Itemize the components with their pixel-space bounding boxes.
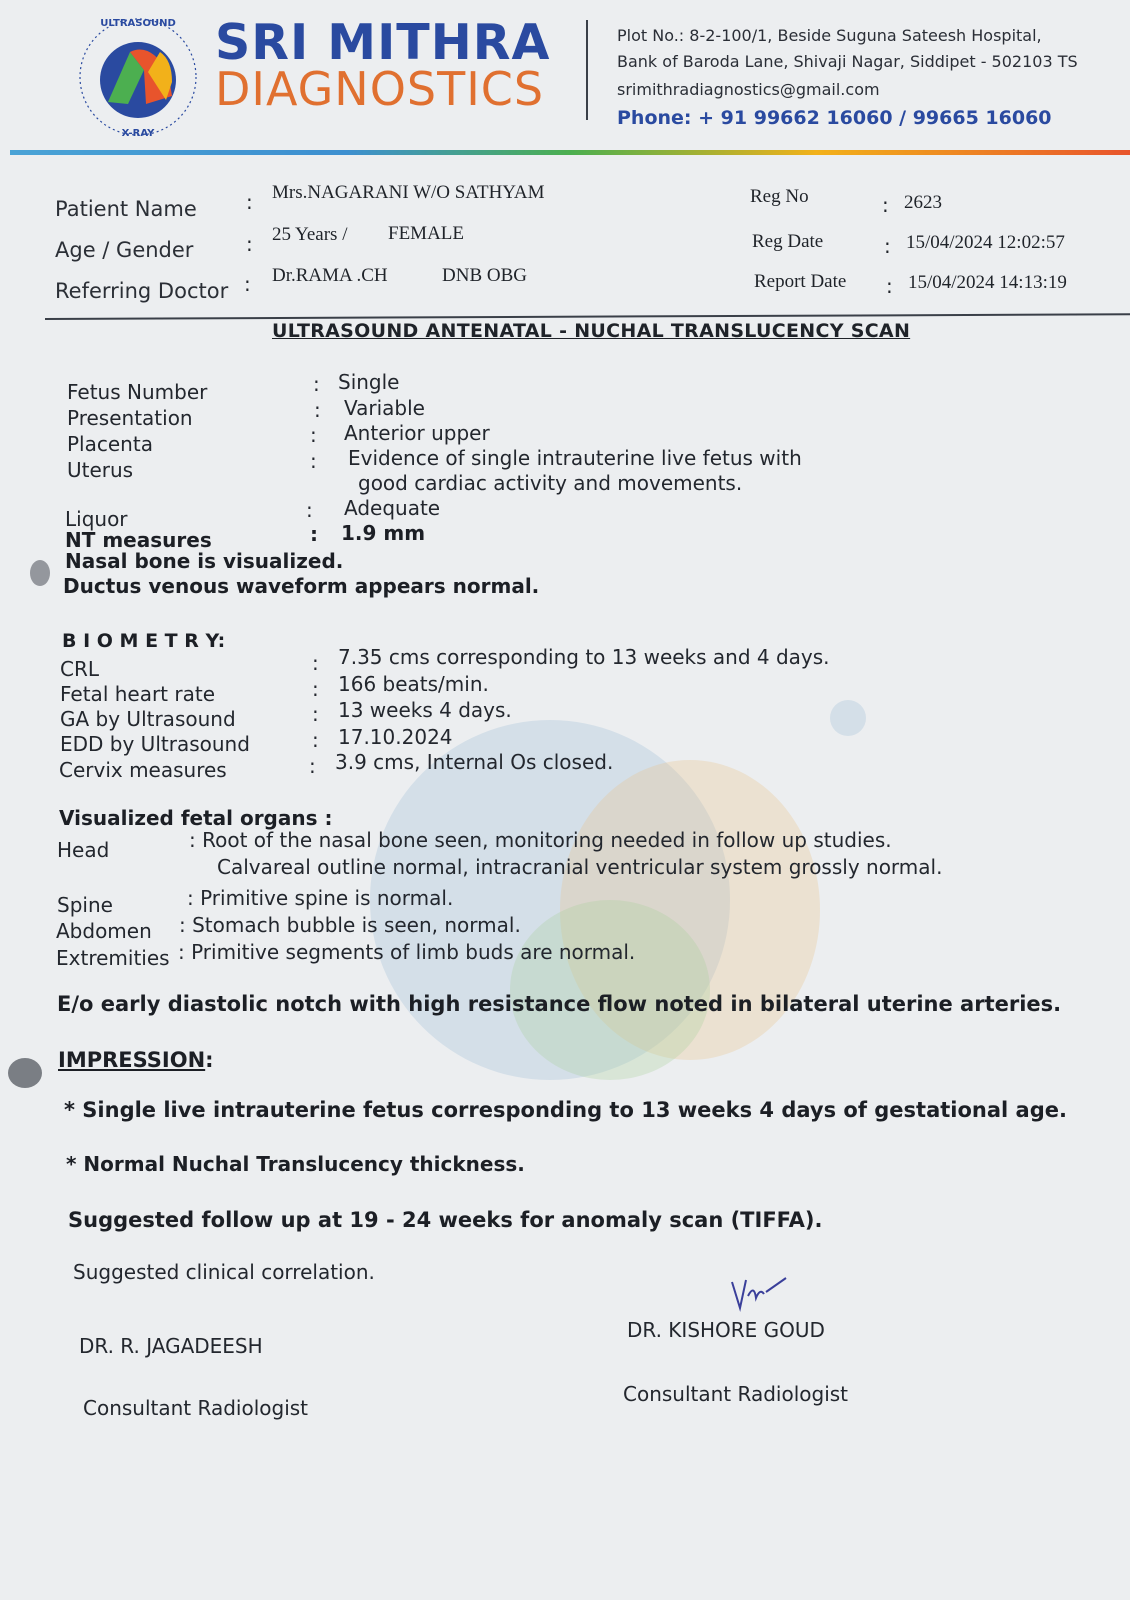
svg-text:ULTRASOUND: ULTRASOUND bbox=[100, 18, 176, 29]
report-date-label: Report Date bbox=[754, 271, 847, 292]
colon: : bbox=[310, 449, 317, 473]
colon: : bbox=[882, 193, 889, 217]
field-value-continued: good cardiac activity and movements. bbox=[358, 471, 743, 495]
report-date: 15/04/2024 14:13:19 bbox=[908, 272, 1067, 293]
reg-date-label: Reg Date bbox=[752, 231, 824, 252]
field-value: Variable bbox=[344, 396, 425, 420]
impression-title: IMPRESSION: bbox=[58, 1048, 214, 1072]
brand-subtitle: DIAGNOSTICS bbox=[215, 62, 545, 116]
header-divider bbox=[586, 20, 588, 120]
biometry-value: 17.10.2024 bbox=[338, 725, 453, 749]
doctor-1-title: Consultant Radiologist bbox=[83, 1396, 309, 1420]
impression-item-2: * Normal Nuchal Translucency thickness. bbox=[66, 1152, 525, 1176]
field-value: Evidence of single intrauterine live fetus with bbox=[348, 446, 802, 470]
organ-label: Abdomen bbox=[56, 919, 152, 943]
impression-item-1: * Single live intrauterine fetus corresponding to 13 weeks 4 days of gestational age. bbox=[64, 1098, 1067, 1122]
biometry-title: B I O M E T R Y: bbox=[62, 630, 226, 652]
organ-label: Spine bbox=[57, 893, 113, 917]
doctor-2-name: DR. KISHORE GOUD bbox=[627, 1318, 825, 1342]
colon: : bbox=[312, 728, 319, 752]
organ-value: : Root of the nasal bone seen, monitoring needed in follow up studies. bbox=[189, 828, 892, 852]
colon: : bbox=[313, 372, 320, 396]
organ-label: Head bbox=[57, 838, 110, 862]
report-title: ULTRASOUND ANTENATAL - NUCHAL TRANSLUCENCY SCAN bbox=[272, 320, 911, 342]
biometry-value: 7.35 cms corresponding to 13 weeks and 4 days. bbox=[338, 645, 830, 669]
patient-name-label: Patient Name bbox=[55, 197, 197, 221]
age-gender-label: Age / Gender bbox=[55, 238, 194, 262]
nt-measure-value: 1.9 mm bbox=[341, 521, 426, 545]
note-ductus: Ductus venous waveform appears normal. bbox=[63, 574, 540, 598]
biometry-label: Fetal heart rate bbox=[60, 682, 216, 706]
biometry-label: GA by Ultrasound bbox=[60, 707, 236, 731]
svg-text:X-RAY: X-RAY bbox=[121, 128, 155, 139]
colon: : bbox=[886, 274, 893, 298]
note-nasal-bone: Nasal bone is visualized. bbox=[65, 549, 344, 573]
colon: : bbox=[312, 677, 319, 701]
organ-value-continued: Calvareal outline normal, intracranial ventricular system grossly normal. bbox=[217, 855, 943, 879]
referring-doctor-label: Referring Doctor bbox=[55, 279, 229, 303]
doctor-2-title: Consultant Radiologist bbox=[623, 1382, 849, 1406]
patient-gender: FEMALE bbox=[388, 223, 464, 244]
address-line-2: Bank of Baroda Lane, Shivaji Nagar, Siddipet - 502103 TS bbox=[617, 52, 1078, 71]
phone: Phone: + 91 99662 16060 / 99665 16060 bbox=[617, 107, 1052, 129]
color-divider-bar bbox=[10, 150, 1130, 155]
patient-age: 25 Years / bbox=[272, 224, 348, 245]
field-label: Uterus bbox=[67, 458, 134, 482]
field-label: Liquor bbox=[65, 507, 128, 531]
biometry-label: CRL bbox=[60, 657, 100, 681]
colon: : bbox=[312, 651, 319, 675]
reg-no-label: Reg No bbox=[750, 186, 809, 207]
referring-doctor-degree: DNB OBG bbox=[442, 265, 527, 286]
organs-title: Visualized fetal organs : bbox=[59, 806, 333, 830]
organ-value: : Primitive segments of limb buds are normal. bbox=[178, 940, 636, 964]
colon: : bbox=[314, 398, 321, 422]
field-value: Anterior upper bbox=[344, 421, 490, 445]
field-value: Adequate bbox=[344, 496, 441, 520]
colon: : bbox=[310, 423, 317, 447]
finding-note: E/o early diastolic notch with high resistance flow noted in bilateral uterine arteries. bbox=[57, 992, 1062, 1016]
punch-hole bbox=[8, 1058, 42, 1088]
section-divider bbox=[45, 313, 1130, 320]
company-logo bbox=[68, 12, 208, 142]
biometry-value: 3.9 cms, Internal Os closed. bbox=[335, 750, 614, 774]
biometry-label: EDD by Ultrasound bbox=[60, 732, 250, 756]
field-label: NT measures bbox=[65, 528, 212, 552]
organ-value: : Primitive spine is normal. bbox=[187, 886, 454, 910]
reg-date: 15/04/2024 12:02:57 bbox=[906, 232, 1065, 253]
colon: : bbox=[244, 272, 251, 296]
colon: : bbox=[312, 702, 319, 726]
patient-name: Mrs.NAGARANI W/O SATHYAM bbox=[272, 182, 545, 203]
colon: : bbox=[309, 754, 316, 778]
colon: : bbox=[310, 522, 318, 546]
doctor-1-name: DR. R. JAGADEESH bbox=[79, 1334, 263, 1358]
clinical-correlation: Suggested clinical correlation. bbox=[73, 1260, 375, 1284]
brand-name: SRI MITHRA bbox=[215, 14, 551, 71]
colon: : bbox=[246, 232, 253, 256]
reg-no: 2623 bbox=[904, 192, 942, 213]
organ-label: Extremities bbox=[56, 946, 170, 970]
field-label: Placenta bbox=[67, 432, 153, 456]
field-value: Single bbox=[338, 370, 400, 394]
referring-doctor: Dr.RAMA .CH bbox=[272, 265, 388, 286]
colon: : bbox=[306, 498, 313, 522]
colon: : bbox=[246, 190, 253, 214]
email: srimithradiagnostics@gmail.com bbox=[617, 80, 880, 99]
biometry-value: 166 beats/min. bbox=[338, 672, 489, 696]
address-line-1: Plot No.: 8-2-100/1, Beside Suguna Sateesh Hospital, bbox=[617, 26, 1042, 45]
biometry-value: 13 weeks 4 days. bbox=[338, 698, 512, 722]
organ-value: : Stomach bubble is seen, normal. bbox=[179, 913, 521, 937]
followup-suggestion: Suggested follow up at 19 - 24 weeks for anomaly scan (TIFFA). bbox=[68, 1208, 823, 1232]
field-label: Fetus Number bbox=[67, 380, 208, 404]
field-label: Presentation bbox=[67, 406, 193, 430]
punch-hole bbox=[30, 560, 50, 586]
biometry-label: Cervix measures bbox=[59, 758, 227, 782]
colon: : bbox=[884, 234, 891, 258]
handwritten-signature bbox=[728, 1272, 788, 1312]
